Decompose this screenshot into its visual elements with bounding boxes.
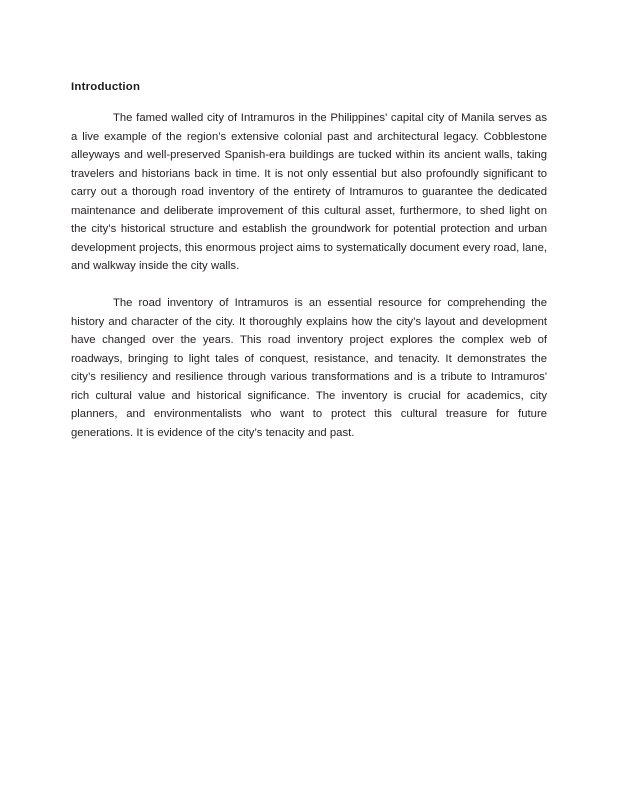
page-title: Introduction <box>71 81 141 93</box>
paragraph-2: The road inventory of Intramuros is an essential resource for comprehending the history and character of the city. It thoroughly explains how the city’s layout and development have changed over the years. This road inventory project explores the complex web of roadways, bringing to light tales of conquest, resistance, and tenacity. It demonstrates the city’s resiliency and resilience through various transformations and is a tribute to Intramuros' rich cultural value and historical significance. The inventory is crucial for academics, city planners, and environmentalists who want to protect this cultural treasure for future generations. It is evidence of the city’s tenacity and past. <box>71 297 547 439</box>
paragraph-1: The famed walled city of Intramuros in the Philippines' capital city of Manila serves as a live example of the region’s extensive colonial past and architectural legacy. Cobblestone alleyways and well-preserved Spanish-era buildings are tucked within its ancient walls, taking travelers and historians back in time. It is not only essential but also profoundly significant to carry out a thorough road inventory of the entirety of Intramuros to guarantee the dedicated maintenance and deliberate improvement of this cultural asset, furthermore, to shed light on the city’s historical structure and establish the groundwork for potential protection and urban development projects, this enormous project aims to systematically document every road, lane, and walkway inside the city walls. <box>71 112 547 272</box>
document-body <box>71 78 547 442</box>
